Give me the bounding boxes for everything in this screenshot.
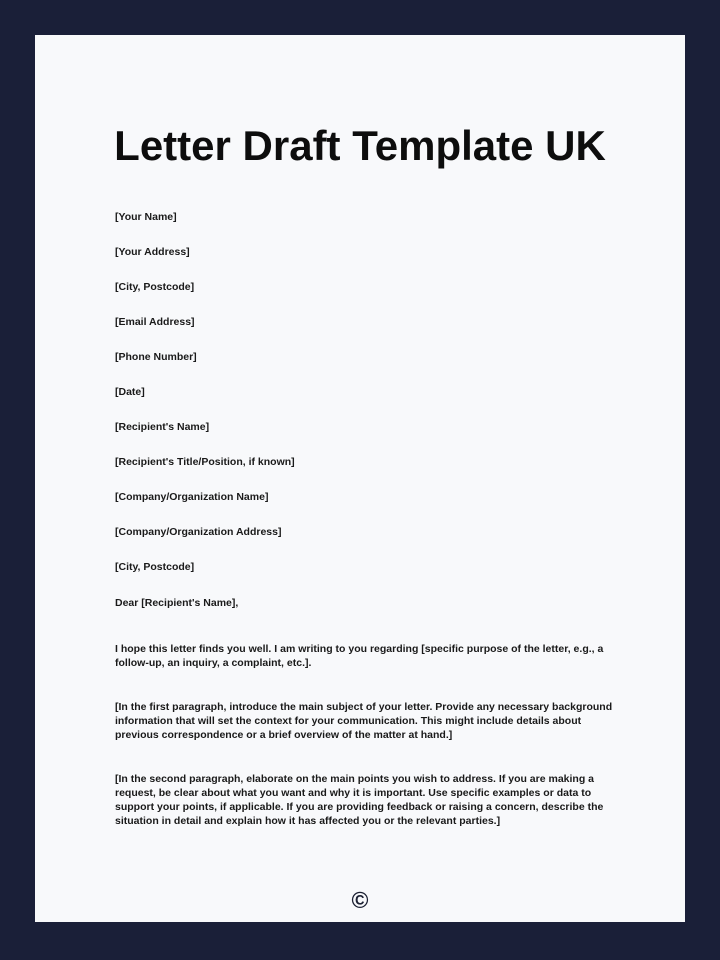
recipient-field: [Company/Organization Address] — [115, 526, 282, 538]
letter-paragraph: [In the second paragraph, elaborate on the main points you wish to address. If you are making a request, be clear about what you want and why it is important. Use specific examples or data to support your points, if applicable. If you are providing feedback or raising a concern, describe the situation in detail and explain how it has affected you or the relevant parties.] — [115, 773, 604, 827]
letter-document — [35, 35, 685, 922]
sender-field: [Email Address] — [115, 316, 195, 328]
sender-field: [Your Name] — [115, 211, 177, 223]
letter-paragraph: [In the first paragraph, introduce the main subject of your letter. Provide any necessary background information that will set the context for your communication. This might include details about previous correspondence or a brief overview of the matter at hand.] — [115, 701, 613, 741]
sender-fields — [115, 211, 627, 399]
recipient-field: [Company/Organization Name] — [115, 491, 269, 503]
page-title: Letter Draft Template UK — [114, 122, 606, 169]
sender-field: [Your Address] — [115, 246, 190, 258]
recipient-fields — [115, 421, 627, 574]
letter-paragraph: I hope this letter finds you well. I am writing to you regarding [specific purpose of the letter, e.g., a follow-up, an inquiry, a complaint, etc.]. — [115, 643, 604, 669]
recipient-field: [Recipient's Title/Position, if known] — [115, 456, 295, 468]
recipient-field: [City, Postcode] — [115, 561, 195, 573]
letter-paragraphs — [115, 642, 627, 828]
copyright-icon: © — [351, 887, 369, 913]
sender-field: [Phone Number] — [115, 351, 197, 363]
recipient-field: [Recipient's Name] — [115, 421, 210, 433]
sender-field: [City, Postcode] — [115, 281, 195, 293]
letter-body — [115, 211, 627, 828]
sender-field: [Date] — [115, 386, 145, 398]
salutation: Dear [Recipient's Name], — [115, 597, 239, 609]
